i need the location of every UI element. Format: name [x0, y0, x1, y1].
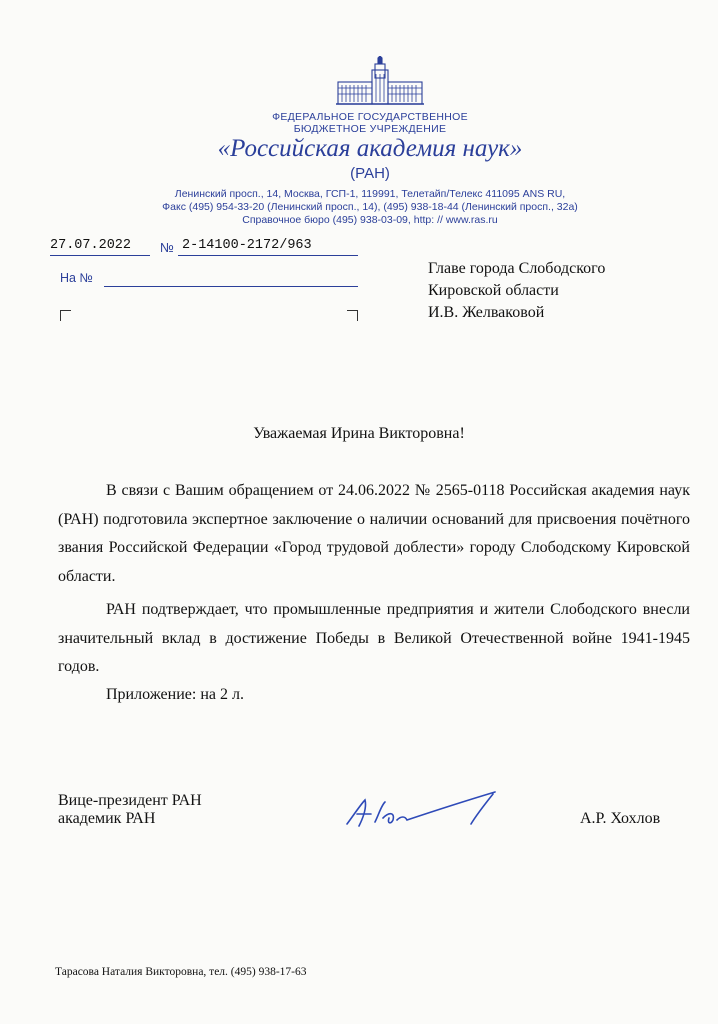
addressee-line1: Главе города Слободского: [428, 260, 606, 277]
signer-name: А.Р. Хохлов: [580, 810, 661, 827]
org-type-line2: БЮДЖЕТНОЕ УЧРЕЖДЕНИЕ: [293, 123, 447, 135]
address-line2: Факс (495) 954-33-20 (Ленинский просп., 14), (495) 938-18-44 (Ленинский просп., 32а): [162, 201, 578, 213]
registration-date-underline: [50, 255, 150, 256]
handwritten-signature-icon: [335, 786, 515, 836]
address-line1: Ленинский просп., 14, Москва, ГСП-1, 119991, Телетайп/Телекс 411095 ANS RU,: [174, 188, 566, 200]
org-name: «Российская академия наук»: [217, 135, 523, 162]
reference-underline: [104, 286, 358, 287]
body-paragraph-2: РАН подтверждает, что промышленные предприятия и жители Слободского внесли значительный вклад в достижение Победы в Великой Отечественной войне 1941-1945 годов.: [58, 601, 690, 675]
reference-label: На №: [60, 271, 93, 285]
registration-number-underline: [178, 255, 358, 256]
addressee-line2: Кировской области: [428, 282, 559, 299]
executor-contact: Тарасова Наталия Викторовна, тел. (495) 938-17-63: [55, 966, 307, 978]
org-type-line1: ФЕДЕРАЛЬНОЕ ГОСУДАРСТВЕННОЕ: [272, 111, 468, 123]
registration-date: 27.07.2022: [50, 238, 132, 253]
registration-number-prefix: №: [160, 240, 174, 255]
salutation: Уважаемая Ирина Викторовна!: [253, 425, 465, 442]
registration-number: 2-14100-2172/963: [182, 238, 312, 253]
signer-position-line2: академик РАН: [58, 810, 156, 827]
address-line3: Справочное бюро (495) 938-03-09, http: // www.ras.ru: [242, 214, 498, 226]
body-paragraph-1: В связи с Вашим обращением от 24.06.2022 № 2565-0118 Российская академия наук (РАН) подготовила экспертное заключение о наличии оснований для присвоения почётного звания Российской Федерации «Город трудовой доблести» городу Слободскому Кировской области.: [58, 482, 690, 585]
signer-position-line1: Вице-президент РАН: [58, 792, 202, 809]
address-corner-left: [60, 310, 71, 321]
addressee-line3: И.В. Желваковой: [428, 304, 545, 321]
address-corner-right: [347, 310, 358, 321]
attachment-note: Приложение: на 2 л.: [106, 686, 244, 703]
ras-building-emblem-icon: [334, 56, 426, 108]
org-abbreviation: (РАН): [350, 165, 390, 182]
